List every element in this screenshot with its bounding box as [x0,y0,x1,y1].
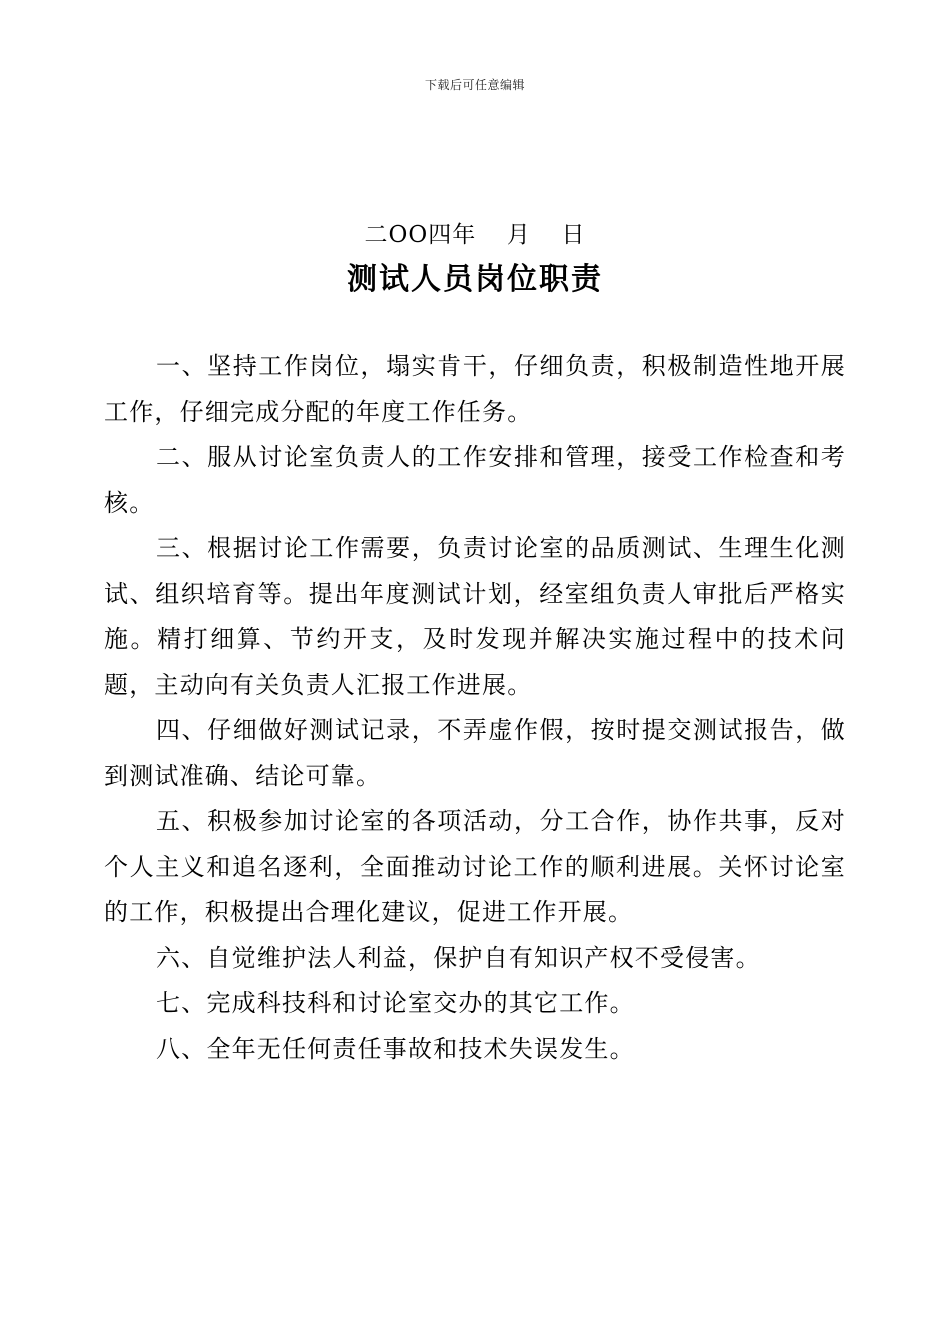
paragraph-2: 二、服从讨论室负责人的工作安排和管理，接受工作检查和考核。 [104,443,846,517]
document-date [0,216,950,249]
date-month: 月 [506,222,531,248]
paragraph-4: 四、仔细做好测试记录，不弄虚作假，按时提交测试报告，做到测试准确、结论可靠。 [104,716,846,790]
paragraph-1: 一、坚持工作岗位，塌实肯干，仔细负责，积极制造性地开展工作，仔细完成分配的年度工作任务。 [104,352,846,426]
paragraph-5: 五、积极参加讨论室的各项活动，分工合作，协作共事，反对个人主义和追名逐利，全面推动讨论工作的顺利进展。关怀讨论室的工作，积极提出合理化建议，促进工作开展。 [104,807,846,926]
paragraph-6: 六、自觉维护法人利益，保护自有知识产权不受侵害。 [156,943,761,972]
date-year: 二OO四年 [364,222,477,248]
paragraph-7: 七、完成科技科和讨论室交办的其它工作。 [156,989,635,1017]
document-title: 测试人员岗位职责 [347,262,603,297]
document-body [104,344,846,1072]
paragraph-3: 三、根据讨论工作需要，负责讨论室的品质测试、生理生化测试、组织培育等。提出年度测试计划，经室组负责人审批后严格实施。精打细算、节约开支，及时发现并解决实施过程中的技术问题，主动向有关负责人汇报工作进展。 [104,534,846,699]
paragraph-8: 八、全年无任何责任事故和技术失误发生。 [156,1034,635,1063]
date-day: 日 [561,222,586,248]
page-header-note: 下载后可任意编辑 [424,78,525,92]
